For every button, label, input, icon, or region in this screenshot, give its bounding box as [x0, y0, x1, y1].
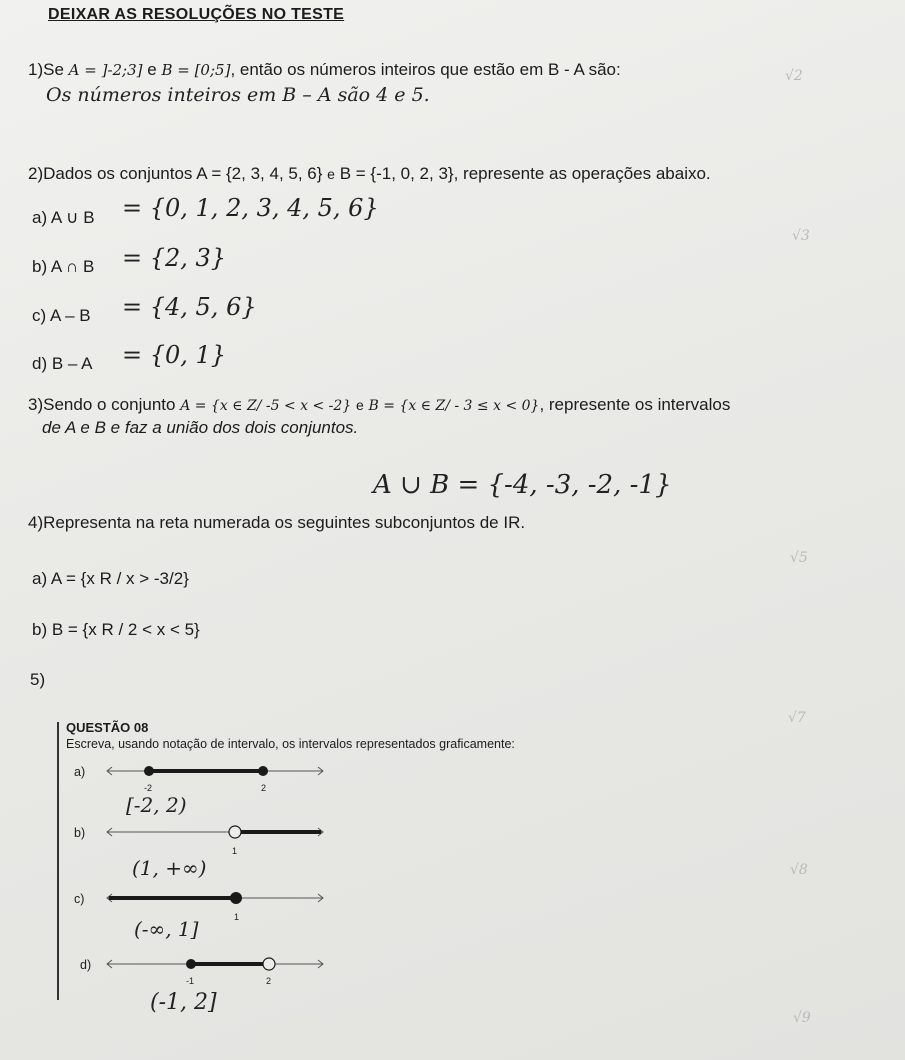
q08-item-c-tick-1: 1	[234, 912, 240, 922]
bleed-through-mark: √9	[793, 1010, 811, 1026]
closed-endpoint	[144, 766, 154, 776]
q08-item-b-tick-1: 1	[232, 846, 238, 856]
endpoint-minus-one	[186, 959, 196, 969]
bleed-through-mark: √8	[790, 862, 808, 878]
q2-set-a: A = {2, 3, 4, 5, 6}	[196, 164, 323, 183]
question-3	[28, 395, 730, 415]
q08-item-d-answer: (-1, 2]	[150, 990, 217, 1015]
q08-item-b-number-line	[105, 821, 330, 845]
q1-conj: e	[147, 60, 157, 79]
q3-line2: de A e B e faz a união dos dois conjuntos.	[42, 418, 359, 437]
q2-item-a-answer: = {0, 1, 2, 3, 4, 5, 6}	[122, 194, 379, 222]
q08-item-b-answer: (1, +∞)	[132, 856, 207, 880]
question-2	[28, 164, 711, 184]
q3-conj: e	[355, 397, 364, 413]
q2-item-d-label: d) B – A	[32, 354, 93, 373]
open-endpoint	[229, 826, 241, 838]
q1-set-b: B = [0;5]	[161, 61, 231, 79]
q08-item-d-tick-1: -1	[186, 976, 195, 986]
q08-item-c-number-line	[105, 887, 330, 911]
questao-08-heading: QUESTÃO 08	[66, 720, 149, 735]
q2-item-b-answer: = {2, 3}	[122, 244, 227, 272]
q4-item-a: a) A = {x R / x > -3/2}	[32, 569, 189, 588]
q1-set-a: A = ]-2;3]	[68, 61, 143, 79]
q08-item-d-letter: d)	[80, 958, 92, 972]
q3-set-b: B = {x ∈ Z/ - 3 ≤ x < 0}	[368, 398, 540, 414]
q4-item-b: b) B = {x R / 2 < x < 5}	[32, 620, 200, 639]
q08-item-a-tick-2: 2	[261, 783, 267, 793]
q1-prefix: 1)Se	[28, 60, 64, 79]
questao-08-instruction: Escreva, usando notação de intervalo, os intervalos representados graficamente:	[66, 737, 515, 751]
closed-endpoint	[230, 892, 242, 904]
q08-item-d-tick-2: 2	[266, 976, 272, 986]
q2-item-a-label: a) A ∪ B	[32, 208, 95, 227]
q2-set-b: B = {-1, 0, 2, 3}	[339, 164, 454, 183]
bleed-through-mark: √7	[788, 710, 806, 726]
q2-item-c-answer: = {4, 5, 6}	[122, 293, 257, 321]
page-title: DEIXAR AS RESOLUÇÕES NO TESTE	[48, 6, 345, 23]
q1-suffix: , então os números inteiros que estão em B - A são:	[230, 60, 621, 79]
q08-item-b-letter: b)	[74, 826, 86, 840]
q08-item-d-number-line	[105, 953, 330, 977]
question-5-label: 5)	[30, 670, 46, 689]
bleed-through-mark: √3	[792, 228, 810, 244]
q2-prefix: 2)Dados os conjuntos	[28, 164, 193, 183]
question-1	[28, 60, 621, 80]
q08-item-a-tick-1: -2	[144, 783, 153, 793]
q2-item-d-answer: = {0, 1}	[122, 341, 227, 369]
question-4: 4)Representa na reta numerada os seguintes subconjuntos de IR.	[28, 513, 526, 532]
q08-item-a-answer: [-2, 2)	[126, 793, 187, 817]
q08-item-a-letter: a)	[74, 765, 86, 779]
bleed-through-mark: √2	[785, 68, 803, 84]
q1-answer: Os números inteiros em B – A são 4 e 5.	[46, 84, 430, 106]
q2-suffix: , represente as operações abaixo.	[453, 164, 711, 183]
q3-set-a: A = {x ∈ Z/ -5 < x < -2}	[180, 398, 352, 414]
endpoint-two	[263, 958, 275, 970]
closed-endpoint	[258, 766, 268, 776]
q2-item-b-label: b) A ∩ B	[32, 257, 95, 276]
q3-answer: A ∪ B = {-4, -3, -2, -1}	[373, 470, 672, 500]
q2-item-c-label: c) A – B	[32, 306, 91, 325]
q08-item-c-letter: c)	[74, 892, 85, 906]
q08-item-c-answer: (-∞, 1]	[134, 917, 199, 941]
q08-item-a-number-line	[105, 760, 330, 784]
questao-08-margin-bar	[57, 722, 59, 1000]
q3-suffix: , represente os intervalos	[539, 395, 731, 414]
q2-conj: e	[327, 166, 335, 182]
bleed-through-mark: √5	[790, 550, 808, 566]
q3-prefix: 3)Sendo o conjunto	[28, 395, 176, 414]
